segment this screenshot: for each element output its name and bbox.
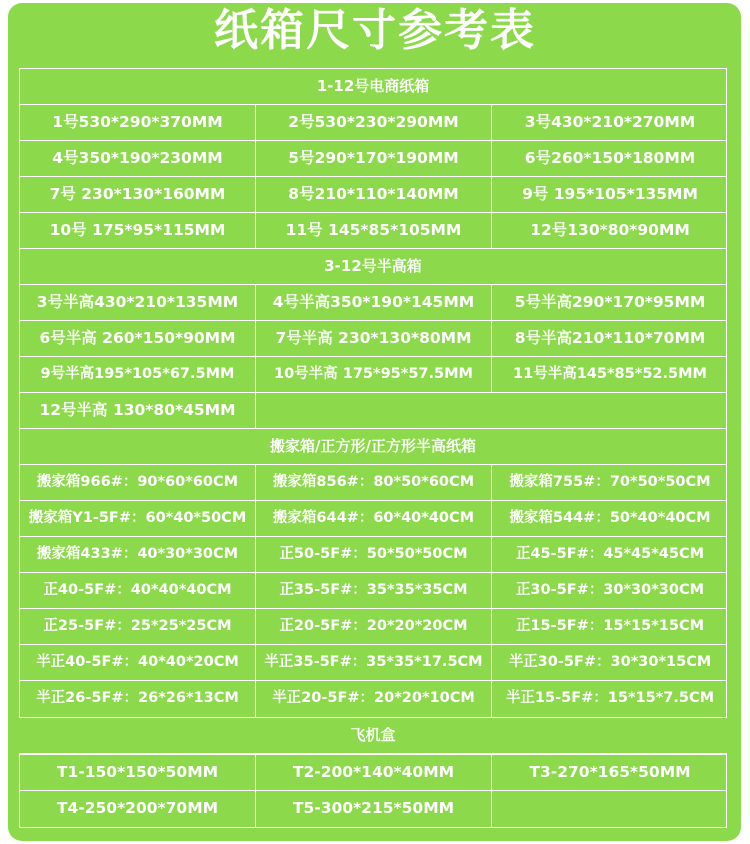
table-row [20,393,726,429]
table-row [20,213,726,249]
size-cell: 6号半高 260*150*90MM [20,321,256,356]
size-cell: 搬家箱856#：80*50*60CM [256,465,492,500]
size-cell: 搬家箱Y1-5F#：60*40*50CM [20,501,256,536]
size-cell: 11号半高145*85*52.5MM [513,366,707,382]
empty-cell [256,393,728,428]
table-row [20,791,726,827]
size-cell: 搬家箱433#：40*30*30CM [20,537,256,572]
size-cell: 半正30-5F#：30*30*15CM [508,654,712,670]
section-heading-airplane [19,718,727,754]
size-cell: 半正20-5F#：20*20*10CM [256,681,492,717]
size-cell: 正50-5F#：50*50*50CM [256,537,492,572]
size-cell: 2号530*230*290MM [256,105,492,140]
size-cell: 4号350*190*230MM [20,141,256,176]
table-row [20,105,726,141]
size-cell: 8号210*110*140MM [256,177,492,212]
table-row [20,681,726,717]
section-airplane-boxes [19,754,727,828]
size-cell: 12号半高 130*80*45MM [20,393,256,428]
table-row [20,357,726,393]
section-heading: 搬家箱/正方形/正方形半高纸箱 [20,429,726,465]
size-cell: 正45-5F#：45*45*45CM [515,546,705,562]
table-row [20,501,726,537]
table-row [20,609,726,645]
size-cell: 5号半高290*170*95MM [514,293,706,311]
size-cell: 10号半高 175*95*57.5MM [256,357,492,392]
size-cell: 7号 230*130*160MM [20,177,256,212]
size-cell: 11号 145*85*105MM [256,213,492,248]
size-cell: 半正15-5F#：15*15*7.5CM [505,690,715,706]
size-cell: 9号 195*105*135MM [522,185,698,203]
size-cell: 12号130*80*90MM [530,221,690,239]
table-row [20,321,726,357]
size-cell: 正35-5F#：35*35*35CM [256,573,492,608]
size-cell: 正15-5F#：15*15*15CM [515,618,705,634]
size-cell: T1-150*150*50MM [20,755,256,790]
table-row [20,537,726,573]
size-cell: 正20-5F#：20*20*20CM [256,609,492,644]
table-row [20,285,726,321]
table-row [20,141,726,177]
size-cell: T3-270*165*50MM [529,763,691,781]
size-cell: 搬家箱755#：70*50*50CM [509,474,711,490]
size-cell: 正40-5F#：40*40*40CM [20,573,256,608]
size-cell: T2-200*140*40MM [256,755,492,790]
section-heading: 3-12号半高箱 [20,249,726,285]
size-cell: 半正40-5F#：40*40*20CM [20,645,256,680]
table-row [20,755,726,791]
size-cell: 8号半高210*110*70MM [514,329,706,347]
size-cell: 9号半高195*105*67.5MM [20,357,256,392]
size-cell: 4号半高350*190*145MM [256,285,492,320]
size-cell: 半正35-5F#：35*35*17.5CM [256,645,492,680]
table-row [20,645,726,681]
section-heading: 1-12号电商纸箱 [20,69,726,105]
size-cell: 半正26-5F#：26*26*13CM [20,681,256,717]
size-cell: 正30-5F#：30*30*30CM [515,582,705,598]
size-cell: 7号半高 230*130*80MM [256,321,492,356]
size-cell: 搬家箱544#：50*40*40CM [509,510,711,526]
size-cell: 3号半高430*210*135MM [20,285,256,320]
size-cell: 搬家箱966#：90*60*60CM [20,465,256,500]
section-heading: 飞机盒 [350,726,396,744]
size-cell: 10号 175*95*115MM [20,213,256,248]
size-cell: 3号430*210*270MM [524,113,696,131]
table-row [20,177,726,213]
empty-cell [492,791,728,827]
table-row [20,573,726,609]
section-ecommerce-boxes [19,68,727,718]
size-cell: 搬家箱644#：60*40*40CM [256,501,492,536]
size-cell: T5-300*215*50MM [256,791,492,827]
page-title: 纸箱尺寸参考表 [214,5,536,56]
size-cell: 1号530*290*370MM [20,105,256,140]
table-row [20,465,726,501]
size-cell: 正25-5F#：25*25*25CM [20,609,256,644]
size-cell: 6号260*150*180MM [524,149,696,167]
size-cell: 5号290*170*190MM [256,141,492,176]
size-cell: T4-250*200*70MM [20,791,256,827]
